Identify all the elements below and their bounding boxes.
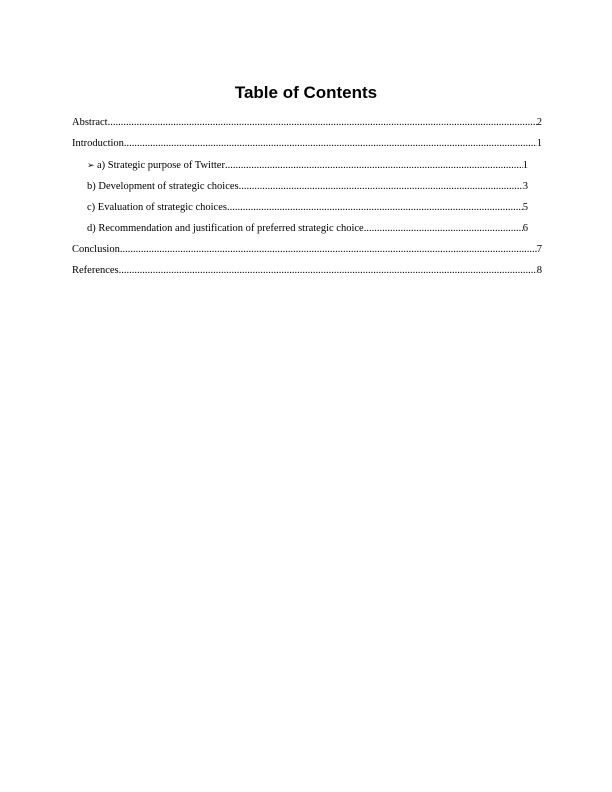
toc-title: Table of Contents — [234, 83, 378, 102]
arrowhead-bullet-icon: ➢ — [87, 160, 95, 170]
toc-page-number: 1 — [522, 160, 528, 171]
dot-leader — [120, 243, 537, 257]
toc-list — [72, 116, 542, 278]
toc-entry-conclusion[interactable] — [72, 243, 542, 257]
toc-page-number: 7 — [536, 244, 542, 255]
toc-entry-evaluation[interactable] — [87, 201, 528, 215]
toc-page-number: 3 — [522, 181, 528, 192]
toc-entry-recommendation[interactable] — [87, 222, 528, 236]
dot-leader — [108, 116, 537, 130]
toc-entry-label: c) Evaluation of strategic choices — [87, 202, 227, 213]
toc-page-number: 8 — [536, 265, 542, 276]
toc-entry-abstract[interactable] — [72, 116, 542, 130]
toc-page-number: 5 — [522, 202, 528, 213]
dot-leader — [364, 222, 523, 236]
toc-entry-introduction[interactable] — [72, 137, 542, 151]
toc-entry-label: References — [72, 265, 119, 276]
dot-leader — [227, 201, 523, 215]
toc-entry-label: a) Strategic purpose of Twitter — [97, 160, 225, 171]
toc-entry-label: Conclusion — [72, 244, 120, 255]
toc-page-number: 1 — [536, 138, 542, 149]
toc-entry-label: Abstract — [72, 117, 108, 128]
dot-leader — [124, 137, 537, 151]
toc-entry-development[interactable] — [87, 180, 528, 194]
dot-leader — [239, 180, 523, 194]
toc-entry-label: Introduction — [72, 138, 124, 149]
toc-entry-label: b) Development of strategic choices — [87, 181, 239, 192]
toc-page-number: 6 — [522, 223, 528, 234]
toc-entry-label: d) Recommendation and justification of preferred strategic choice — [87, 223, 364, 234]
toc-entry-references[interactable] — [72, 264, 542, 278]
dot-leader — [119, 264, 537, 278]
dot-leader — [225, 159, 523, 173]
toc-page-number: 2 — [536, 117, 542, 128]
toc-entry-strategic-purpose[interactable] — [87, 158, 528, 173]
